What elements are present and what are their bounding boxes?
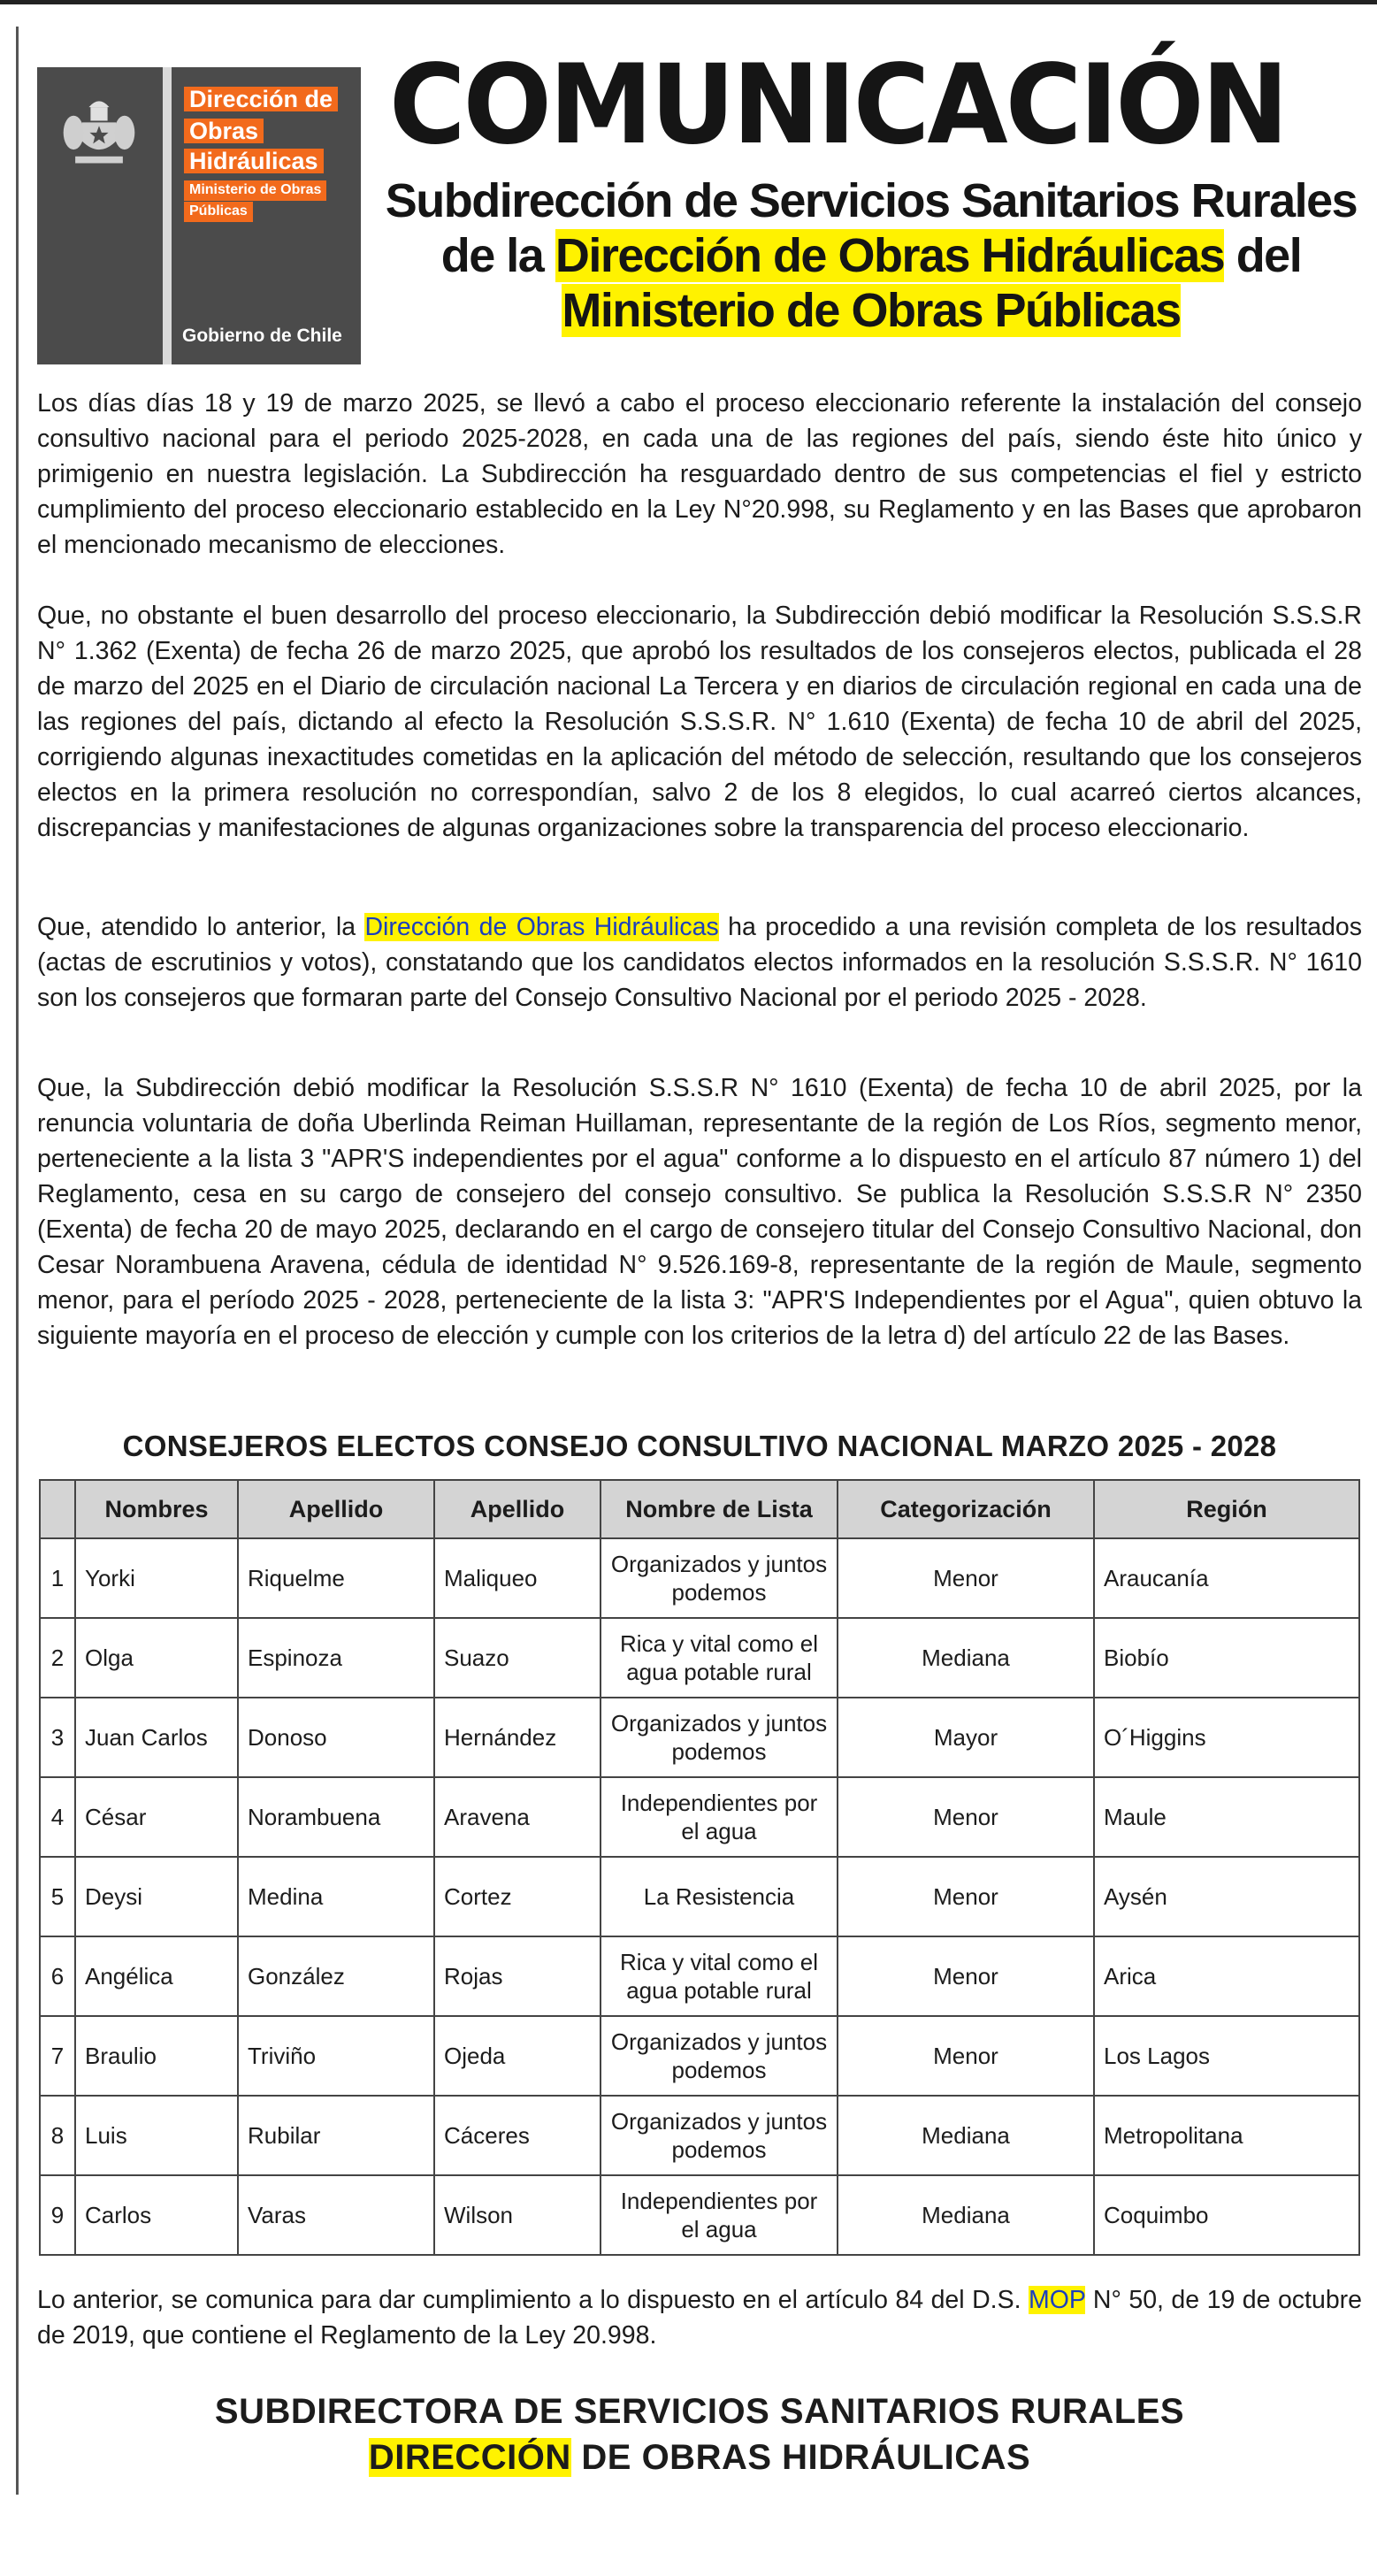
paragraph-4: Que, la Subdirección debió modificar la Resolución S.S.S.R N° 1610 (Exenta) de fecha 10 de abril 2025, por la renuncia voluntaria de doña Uberlinda Reiman Huillaman, representante de la región de Los Ríos, segmento menor, perteneciente a la lista 3 "APR'S independientes por el agua" conforme a lo dispuesto en el artículo 87 número 1) del Reglamento, cesa en su cargo de consejero del consejo consultivo. Se publica la Resolución S.S.S.R N° 2350 (Exenta) de fecha 20 de mayo 2025, declarando en el cargo de consejero titular del Consejo Consultivo Nacional, don Cesar Norambuena Aravena, cédula de identidad N° 9.526.169-8, representante de la región de Maule, segmento menor, para el período 2025 - 2028, perteneciente de la lista 3: "APR'S Independientes por el Agua", quien obtuvo la siguiente mayoría en el proceso de elección y cumple con los criterios de la letra d) del artículo 22 de las Bases.	[37, 1074, 1362, 1350]
logo-divider	[163, 67, 172, 364]
table-row	[40, 1538, 1359, 1618]
header-cell-region: Región	[1094, 1480, 1359, 1538]
paragraph-5	[37, 2282, 1362, 2353]
cell-row-number: 6	[40, 1936, 75, 2016]
subtitle-part2: de la	[440, 229, 544, 282]
cell-surname-2: Aravena	[434, 1777, 601, 1857]
cell-category: Mediana	[838, 2175, 1094, 2255]
cell-surname-2: Wilson	[434, 2175, 601, 2255]
cell-first-name: Luis	[75, 2096, 238, 2175]
cell-first-name: Angélica	[75, 1936, 238, 2016]
cell-surname-2: Suazo	[434, 1618, 601, 1698]
cell-category: Menor	[838, 1538, 1094, 1618]
cell-surname-1: Medina	[238, 1857, 434, 1936]
cell-row-number: 4	[40, 1777, 75, 1857]
table-row	[40, 1857, 1359, 1936]
signature-block	[37, 2388, 1362, 2480]
cell-first-name: Juan Carlos	[75, 1698, 238, 1777]
cell-row-number: 2	[40, 1618, 75, 1698]
cell-region: Maule	[1094, 1777, 1359, 1857]
cell-surname-1: Riquelme	[238, 1538, 434, 1618]
cell-list-name: Rica y vital como el agua potable rural	[601, 1936, 838, 2016]
cell-category: Menor	[838, 1777, 1094, 1857]
chile-coat-of-arms-icon	[57, 88, 142, 173]
council-members-table	[39, 1479, 1360, 2256]
cell-row-number: 8	[40, 2096, 75, 2175]
cell-list-name: Organizados y juntos podemos	[601, 1698, 838, 1777]
page-subtitle	[375, 173, 1367, 338]
cell-surname-2: Cortez	[434, 1857, 601, 1936]
paragraph-5-start: Lo anterior, se comunica para dar cumplimiento a lo dispuesto en el artículo 84 del D.S.	[37, 2286, 1021, 2314]
cell-surname-1: González	[238, 1936, 434, 2016]
cell-list-name: Organizados y juntos podemos	[601, 1538, 838, 1618]
cell-list-name: Independientes por el agua	[601, 2175, 838, 2255]
cell-region: Los Lagos	[1094, 2016, 1359, 2096]
subtitle-part1: Subdirección de Servicios Sanitarios Rurales	[385, 174, 1358, 227]
cell-surname-1: Triviño	[238, 2016, 434, 2096]
cell-region: Coquimbo	[1094, 2175, 1359, 2255]
logo-text-line4: Ministerio de Obras	[184, 180, 326, 201]
cell-region: Aysén	[1094, 1857, 1359, 1936]
header-cell-list-name: Nombre de Lista	[601, 1480, 838, 1538]
cell-list-name: Rica y vital como el agua potable rural	[601, 1618, 838, 1698]
paragraph-3-start: Que, atendido lo anterior, la	[37, 913, 356, 941]
cell-first-name: Yorki	[75, 1538, 238, 1618]
subtitle-highlight1: Dirección de Obras Hidráulicas	[555, 229, 1225, 282]
cell-row-number: 9	[40, 2175, 75, 2255]
cell-surname-2: Hernández	[434, 1698, 601, 1777]
cell-row-number: 5	[40, 1857, 75, 1936]
logo-text-line2: Obras	[184, 119, 264, 143]
cell-surname-2: Cáceres	[434, 2096, 601, 2175]
cell-list-name: Independientes por el agua	[601, 1777, 838, 1857]
table-row	[40, 1698, 1359, 1777]
signature-line1: SUBDIRECTORA DE SERVICIOS SANITARIOS RURALES	[214, 2392, 1185, 2431]
header-cell-number	[40, 1480, 75, 1538]
cell-row-number: 7	[40, 2016, 75, 2096]
cell-first-name: Braulio	[75, 2016, 238, 2096]
table-row	[40, 1936, 1359, 2016]
cell-category: Menor	[838, 1936, 1094, 2016]
table-row	[40, 1618, 1359, 1698]
table-row	[40, 2096, 1359, 2175]
cell-region: Arica	[1094, 1936, 1359, 2016]
paragraph-1: Los días días 18 y 19 de marzo 2025, se llevó a cabo el proceso eleccionario referente la instalación del consejo consultivo nacional para el periodo 2025-2028, en cada una de las regiones del país, siendo éste hito único y primigenio en nuestra legislación. La Subdirección ha resguardado dentro de sus competencias el fiel y estricto cumplimiento del proceso eleccionario establecido en la Ley N°20.998, su Reglamento y en las Bases que aprobaron el mencionado mecanismo de elecciones.	[37, 389, 1362, 559]
signature-line2: DE OBRAS HIDRÁULICAS	[581, 2438, 1031, 2477]
header-cell-surname2: Apellido	[434, 1480, 601, 1538]
cell-category: Mediana	[838, 1618, 1094, 1698]
cell-surname-1: Rubilar	[238, 2096, 434, 2175]
cell-category: Mediana	[838, 2096, 1094, 2175]
cell-row-number: 3	[40, 1698, 75, 1777]
dirección-de-obras-hidráulicas-logo	[37, 67, 361, 364]
cell-region: O´Higgins	[1094, 1698, 1359, 1777]
subtitle-highlight2: Ministerio de Obras Públicas	[562, 284, 1181, 337]
paragraph-2: Que, no obstante el buen desarrollo del proceso eleccionario, la Subdirección debió modificar la Resolución S.S.S.R N° 1.362 (Exenta) de fecha 26 de marzo 2025, que aprobó los resultados de los consejeros electos, publicada el 28 de marzo del 2025 en el Diario de circulación nacional La Tercera y en diarios de circulación regional en cada una de las regiones del país, dictando al efecto la Resolución S.S.S.R. N° 1.610 (Exenta) de fecha 10 de abril del 2025, corrigiendo algunas inexactitudes cometidas en la aplicación del método de selección, resultando que los consejeros electos en la primera resolución no correspondían, salvo 2 de los 8 elegidos, lo cual acarreó ciertos alcances, discrepancias y manifestaciones de algunas organizaciones sobre la transparencia del proceso eleccionario.	[37, 602, 1362, 842]
cell-surname-2: Rojas	[434, 1936, 601, 2016]
cell-category: Menor	[838, 1857, 1094, 1936]
paragraph-3	[37, 909, 1362, 1016]
top-rule	[0, 0, 1377, 4]
cell-surname-1: Varas	[238, 2175, 434, 2255]
subtitle-part3: del	[1235, 229, 1302, 282]
signature-highlight: DIRECCIÓN	[368, 2438, 571, 2477]
page-title: COMUNICACIÓN	[389, 40, 1287, 169]
cell-surname-1: Norambuena	[238, 1777, 434, 1857]
header-cell-names: Nombres	[75, 1480, 238, 1538]
table-header	[40, 1480, 1359, 1538]
cell-surname-1: Donoso	[238, 1698, 434, 1777]
table-body	[40, 1538, 1359, 2255]
cell-surname-2: Maliqueo	[434, 1538, 601, 1618]
paragraph-5-end: N° 50, de 19 de octubre de 2019, que contiene el Reglamento de la Ley 20.998.	[37, 2286, 1363, 2350]
cell-row-number: 1	[40, 1538, 75, 1618]
logo-government-label: Gobierno de Chile	[182, 326, 342, 346]
cell-region: Biobío	[1094, 1618, 1359, 1698]
header-cell-category: Categorización	[838, 1480, 1094, 1538]
table-row	[40, 2175, 1359, 2255]
logo-text-line3: Hidráulicas	[184, 149, 324, 173]
paragraph-3-end: ha procedido a una revisión completa de los resultados (actas de escrutinios y votos), constatando que los candidatos electos informados en la resolución S.S.S.R. N° 1610 son los consejeros que formaran parte del Consejo Consultivo Nacional por el periodo 2025 - 2028.	[37, 913, 1363, 1012]
cell-list-name: Organizados y juntos podemos	[601, 2016, 838, 2096]
left-margin-rule	[16, 27, 19, 2495]
logo-text-line1: Dirección de	[184, 87, 338, 111]
table-row	[40, 2016, 1359, 2096]
cell-list-name: La Resistencia	[601, 1857, 838, 1936]
paragraph-3-highlight: Dirección de Obras Hidráulicas	[364, 913, 719, 941]
header-cell-surname1: Apellido	[238, 1480, 434, 1538]
cell-surname-1: Espinoza	[238, 1618, 434, 1698]
cell-region: Araucanía	[1094, 1538, 1359, 1618]
paragraph-5-highlight: MOP	[1029, 2286, 1086, 2314]
cell-first-name: Olga	[75, 1618, 238, 1698]
cell-first-name: César	[75, 1777, 238, 1857]
cell-category: Menor	[838, 2016, 1094, 2096]
cell-category: Mayor	[838, 1698, 1094, 1777]
cell-region: Metropolitana	[1094, 2096, 1359, 2175]
table-title: CONSEJEROS ELECTOS CONSEJO CONSULTIVO NACIONAL MARZO 2025 - 2028	[122, 1430, 1277, 1462]
cell-first-name: Deysi	[75, 1857, 238, 1936]
logo-text-line5: Públicas	[184, 202, 253, 222]
cell-first-name: Carlos	[75, 2175, 238, 2255]
cell-surname-2: Ojeda	[434, 2016, 601, 2096]
cell-list-name: Organizados y juntos podemos	[601, 2096, 838, 2175]
table-row	[40, 1777, 1359, 1857]
